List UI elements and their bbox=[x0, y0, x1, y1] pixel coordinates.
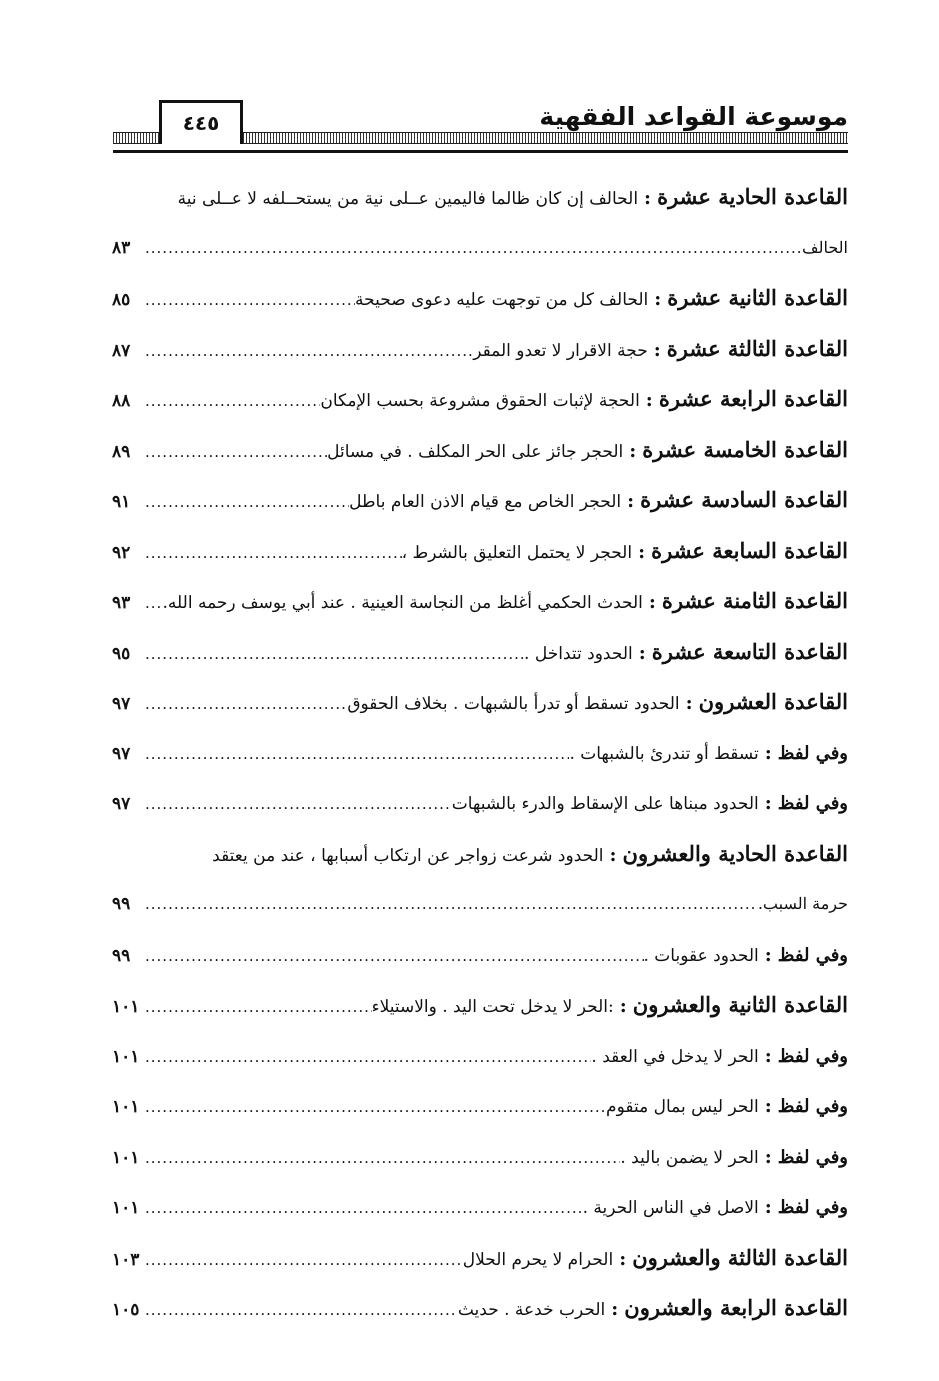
toc-entry-line bbox=[112, 829, 848, 880]
toc-entry-separator: : bbox=[764, 792, 772, 814]
toc-entry-label: القاعدة السابعة عشرة bbox=[651, 537, 848, 563]
toc-leader-dots bbox=[142, 1133, 620, 1183]
toc-entry-page: ١٠١ bbox=[112, 1097, 140, 1117]
toc-entry-continuation: حرمة السبب. bbox=[757, 894, 848, 913]
toc-leader-dots bbox=[142, 679, 347, 728]
toc-entry-text: الحرام لا يحرم الحلال bbox=[462, 1249, 614, 1270]
toc-entry bbox=[112, 526, 848, 577]
toc-entry-text: الحدث الحكمي أغلظ من النجاسة العينية . عند أبي يوسف رحمه الله. bbox=[162, 593, 643, 613]
toc-leader-dots bbox=[142, 223, 802, 274]
toc-entry-label: القاعدة الثالثة عشرة bbox=[666, 335, 848, 361]
toc-entry bbox=[112, 374, 848, 425]
toc-entry-label: وفي لفظ bbox=[777, 1146, 848, 1168]
book-title: موسوعة القواعد الفقهية bbox=[539, 102, 848, 131]
toc-entry-line bbox=[112, 1283, 848, 1334]
toc-entry-page: ٨٧ bbox=[112, 340, 131, 361]
toc-entry-line bbox=[112, 627, 848, 678]
toc-entry-line bbox=[112, 1081, 848, 1132]
toc-entry-line bbox=[112, 172, 848, 223]
toc-entry-text: الحالف إن كان ظالما فاليمين عــلى نية من يستحــلفه لا عــلى نية bbox=[177, 189, 639, 209]
toc-entry-page: ١٠١ bbox=[112, 1198, 140, 1218]
toc-entry bbox=[112, 677, 848, 728]
toc-entry-separator: : bbox=[644, 187, 652, 209]
toc-entry-label: القاعدة الثالثة والعشرون bbox=[632, 1244, 848, 1270]
toc-entry-text: الحدود شرعت زواجر عن ارتكاب أسبابها ، عند من يعتقد bbox=[212, 845, 604, 866]
page-number: ٤٤٥ bbox=[182, 111, 220, 135]
toc-entry bbox=[112, 1182, 848, 1233]
toc-entry-separator: : bbox=[609, 843, 617, 866]
toc-entry bbox=[112, 1132, 848, 1183]
toc-entry-page: ١٠٣ bbox=[112, 1249, 140, 1270]
toc-entry-separator: : bbox=[619, 1247, 627, 1270]
toc-entry-text: الحالف كل من توجهت عليه دعوى صحيحة bbox=[355, 290, 649, 310]
toc-entry bbox=[112, 930, 848, 981]
toc-entry-line bbox=[112, 425, 848, 476]
toc-leader-dots bbox=[142, 477, 349, 526]
toc-leader-dots bbox=[142, 275, 355, 324]
toc-leader-dots bbox=[142, 1032, 591, 1082]
toc-leader-dots bbox=[142, 1235, 463, 1284]
toc-entry-separator: : bbox=[619, 995, 627, 1017]
toc-entry-continuation-line bbox=[112, 879, 848, 930]
toc-entry-page: ١٠١ bbox=[112, 1147, 140, 1168]
toc-entry-page: ٩٧ bbox=[112, 794, 131, 814]
toc-entry-label: القاعدة الرابعة عشرة bbox=[658, 386, 848, 411]
toc-leader-dots bbox=[142, 931, 644, 981]
toc-entry-label: القاعدة العشرون bbox=[698, 689, 848, 714]
toc-entry bbox=[112, 980, 848, 1031]
toc-entry-text: الحرب خدعة . حديث bbox=[457, 1300, 606, 1320]
toc-entry bbox=[112, 1233, 848, 1284]
header-hatch-left bbox=[113, 132, 159, 144]
toc-leader-dots bbox=[142, 528, 402, 577]
toc-leader-dots bbox=[142, 578, 163, 627]
toc-entry bbox=[112, 728, 848, 779]
page-header bbox=[113, 100, 848, 160]
toc-entry-label: وفي لفظ bbox=[777, 793, 848, 814]
toc-entry bbox=[112, 1031, 848, 1082]
toc-entry-page: ١٠١ bbox=[112, 1046, 140, 1067]
toc-entry-separator: : bbox=[648, 591, 656, 613]
toc-entry-text: الحدود تتداخل . bbox=[524, 643, 633, 664]
toc-entry-label: القاعدة الثانية والعشرون bbox=[632, 992, 848, 1017]
toc-entry-page: ٩٣ bbox=[112, 593, 131, 613]
toc-entry-label: القاعدة الحادية عشرة bbox=[657, 184, 848, 209]
toc-leader-dots bbox=[142, 779, 452, 829]
toc-entry-separator: : bbox=[685, 692, 693, 714]
toc-leader-dots bbox=[142, 1183, 583, 1233]
toc-leader-dots bbox=[142, 427, 327, 476]
toc-entry-page: ٩٢ bbox=[112, 542, 131, 563]
toc-entry bbox=[112, 576, 848, 627]
toc-entry-label: وفي لفظ bbox=[777, 1096, 848, 1117]
toc-entry bbox=[112, 778, 848, 829]
toc-entry-separator: : bbox=[764, 1196, 772, 1218]
toc-entry-line bbox=[112, 526, 848, 577]
toc-entry-separator: : bbox=[764, 943, 772, 966]
toc-entry-page: ٩١ bbox=[112, 492, 131, 512]
toc-entry bbox=[112, 627, 848, 678]
toc-entry-text: الحر لا يدخل في العقد . bbox=[591, 1046, 759, 1067]
header-hatch-right bbox=[243, 132, 848, 144]
toc-entry-line bbox=[112, 980, 848, 1031]
toc-entry-page: ٩٩ bbox=[112, 894, 131, 914]
toc-entry-label: القاعدة الثانية عشرة bbox=[667, 285, 848, 310]
toc-entry-page: ٨٨ bbox=[112, 391, 131, 411]
toc-leader-dots bbox=[142, 376, 320, 425]
toc-entry-line bbox=[112, 728, 848, 779]
toc-entry-separator: : bbox=[764, 1044, 772, 1067]
toc-entry-label: القاعدة السادسة عشرة bbox=[640, 487, 848, 512]
toc-entry bbox=[112, 172, 848, 273]
toc-entry-text: الحجة لإثبات الحقوق مشروعة بحسب الإمكان bbox=[320, 391, 640, 411]
toc-entry-separator: : bbox=[764, 1145, 772, 1168]
toc-entry-text: تسقط أو تندرئ بالشبهات . bbox=[569, 743, 759, 764]
toc-entry-continuation-line bbox=[112, 223, 848, 274]
table-of-contents bbox=[112, 172, 848, 1334]
toc-entry-text: الحجر جائز على الحر المكلف . في مسائل bbox=[327, 441, 624, 462]
toc-leader-dots bbox=[142, 326, 473, 375]
toc-entry-separator: : bbox=[638, 540, 646, 563]
toc-entry bbox=[112, 324, 848, 375]
toc-entry-page: ١٠١ bbox=[112, 997, 140, 1017]
toc-entry-page: ٩٧ bbox=[112, 743, 131, 764]
toc-entry-line bbox=[112, 1233, 848, 1284]
toc-entry-line bbox=[112, 930, 848, 981]
toc-entry-line bbox=[112, 677, 848, 728]
header-rule bbox=[113, 150, 848, 153]
toc-entry bbox=[112, 1081, 848, 1132]
toc-entry-page: ٩٧ bbox=[112, 694, 131, 714]
toc-entry-text: الحدود تسقط أو تدرأ بالشبهات . بخلاف الحقوق bbox=[347, 694, 680, 714]
toc-entry-label: القاعدة الرابعة والعشرون bbox=[624, 1295, 848, 1320]
toc-entry-separator: : bbox=[764, 741, 772, 764]
toc-entry-text: الاصل في الناس الحرية . bbox=[582, 1198, 759, 1218]
toc-entry-line bbox=[112, 273, 848, 324]
toc-entry-page: ٩٥ bbox=[112, 643, 131, 664]
toc-entry-label: وفي لفظ bbox=[777, 944, 848, 966]
toc-entry-separator: : bbox=[627, 490, 635, 512]
toc-entry-text: الحجر الخاص مع قيام الاذن العام باطل bbox=[349, 492, 622, 512]
toc-entry-separator: : bbox=[764, 1095, 772, 1117]
toc-leader-dots bbox=[142, 729, 569, 779]
toc-leader-dots bbox=[142, 1285, 458, 1334]
toc-leader-dots bbox=[142, 629, 524, 678]
toc-entry-label: القاعدة الحادية والعشرون bbox=[622, 840, 848, 866]
toc-entry-separator: : bbox=[611, 1298, 619, 1320]
toc-entry-line bbox=[112, 778, 848, 829]
toc-entry-text: الحر لا يضمن باليد . bbox=[620, 1147, 759, 1168]
toc-entry-line bbox=[112, 576, 848, 627]
toc-entry-label: وفي لفظ bbox=[777, 1045, 848, 1067]
toc-entry bbox=[112, 425, 848, 476]
toc-leader-dots bbox=[142, 1082, 606, 1132]
toc-entry-line bbox=[112, 1182, 848, 1233]
toc-entry-text: :الحر لا يدخل تحت اليد . والاستيلاء bbox=[371, 997, 614, 1017]
toc-entry-line bbox=[112, 475, 848, 526]
toc-entry-separator: : bbox=[653, 338, 661, 361]
toc-entry-separator: : bbox=[645, 389, 653, 411]
toc-entry-page: ١٠٥ bbox=[112, 1300, 140, 1320]
toc-entry-text: الحدود عقوبات . bbox=[643, 945, 759, 966]
toc-entry-line bbox=[112, 1031, 848, 1082]
toc-entry-label: القاعدة الثامنة عشرة bbox=[661, 588, 848, 613]
toc-entry-page: ٨٥ bbox=[112, 290, 131, 310]
toc-entry-text: الحجر لا يحتمل التعليق بالشرط ، bbox=[401, 542, 633, 563]
toc-entry-page: ٨٩ bbox=[112, 441, 131, 462]
toc-entry bbox=[112, 1283, 848, 1334]
toc-entry bbox=[112, 475, 848, 526]
toc-entry-label: وفي لفظ bbox=[777, 742, 848, 764]
toc-entry-text: الحدود مبناها على الإسقاط والدرء بالشبهات bbox=[451, 794, 759, 814]
toc-entry-separator: : bbox=[654, 288, 662, 310]
toc-entry bbox=[112, 273, 848, 324]
toc-entry-text: الحر ليس بمال متقوم bbox=[606, 1097, 759, 1117]
toc-leader-dots bbox=[142, 982, 372, 1031]
toc-entry bbox=[112, 829, 848, 930]
toc-entry-continuation: الحالف bbox=[802, 237, 848, 257]
toc-entry-text: حجة الاقرار لا تعدو المقر bbox=[473, 340, 648, 361]
toc-entry-label: القاعدة الخامسة عشرة bbox=[642, 436, 848, 462]
toc-entry-page: ٨٣ bbox=[112, 237, 131, 258]
toc-entry-line bbox=[112, 324, 848, 375]
toc-entry-page: ٩٩ bbox=[112, 945, 131, 966]
toc-entry-label: وفي لفظ bbox=[777, 1197, 848, 1218]
toc-entry-line bbox=[112, 374, 848, 425]
toc-entry-line bbox=[112, 1132, 848, 1183]
toc-leader-dots bbox=[142, 879, 758, 930]
page-number-box bbox=[159, 100, 243, 144]
toc-entry-separator: : bbox=[638, 641, 646, 664]
toc-entry-label: القاعدة التاسعة عشرة bbox=[651, 638, 848, 664]
toc-entry-separator: : bbox=[629, 439, 637, 462]
